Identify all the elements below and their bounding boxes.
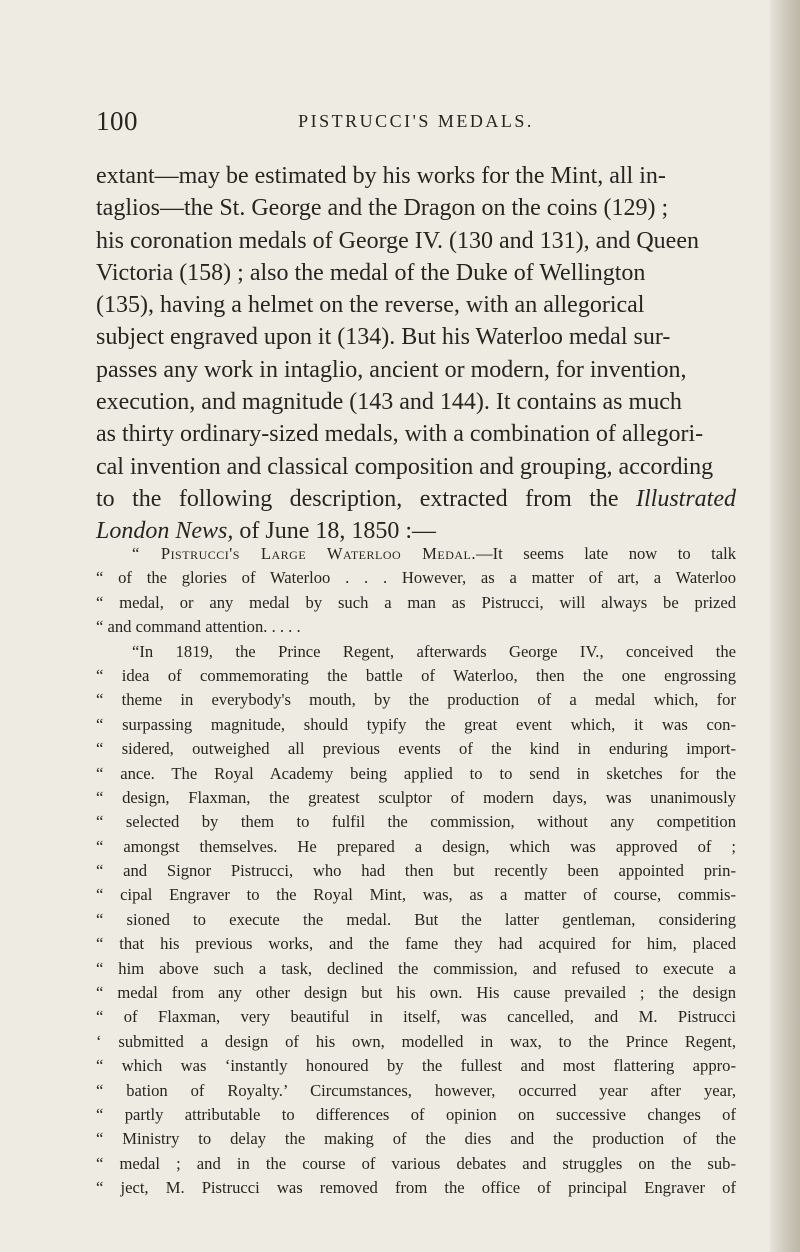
body-line: (135), having a helmet on the reverse, with an allegorical xyxy=(96,292,645,319)
quote-line: “ surpassing magnitude, should typify the great event which, it was con- xyxy=(96,714,736,734)
quote-line: “ selected by them to fulfil the commission, without any competition xyxy=(96,812,736,832)
quote-line: “ medal, or any medal by such a man as Pistrucci, will always be prized xyxy=(96,592,736,612)
quoted-extract xyxy=(96,542,736,1201)
body-paragraph xyxy=(96,160,736,548)
quote-line: ‘ submitted a design of his own, modelled in wax, to the Prince Regent, xyxy=(96,1031,736,1051)
quote-line: “ idea of commemorating the battle of Waterloo, then the one engrossing xyxy=(96,665,736,685)
quote-text: —It seems late now to talk xyxy=(476,544,737,563)
quote-line: “ him above such a task, declined the commission, and refused to execute a xyxy=(96,958,736,978)
quote-line: “ and command attention. . . . . xyxy=(96,617,301,637)
page-number: 100 xyxy=(96,106,138,136)
body-line: execution, and magnitude (143 and 144). It contains as much xyxy=(96,389,682,416)
quote-line: “ which was ‘instantly honoured by the fullest and most flattering appro- xyxy=(96,1056,736,1076)
body-line: cal invention and classical composition and grouping, according xyxy=(96,453,714,480)
quote-line: “ ject, M. Pistrucci was removed from the office of principal Engraver of xyxy=(96,1178,736,1198)
quote-line: “ of the glories of Waterloo . . . However, as a matter of art, a Waterloo xyxy=(96,568,736,588)
body-line: Victoria (158) ; also the medal of the Duke of Wellington xyxy=(96,259,646,286)
source-date: of June 18, 1850 :— xyxy=(233,518,437,545)
body-line: subject engraved upon it (134). But his Waterloo medal sur- xyxy=(96,324,671,351)
source-title-part1: Illustrated xyxy=(636,485,736,512)
quote-line: “ sidered, outweighed all previous events of the kind in enduring import- xyxy=(96,739,736,759)
quote-line: “ of Flaxman, very beautiful in itself, was cancelled, and M. Pistrucci xyxy=(96,1007,736,1027)
page-header xyxy=(96,106,736,142)
quote-line: “ Ministry to delay the making of the dies and the production of the xyxy=(96,1129,736,1149)
quote-line: “ amongst themselves. He prepared a design, which was approved of ; xyxy=(96,836,736,856)
body-line: passes any work in intaglio, ancient or modern, for invention, xyxy=(96,356,687,383)
running-title: PISTRUCCI'S MEDALS. xyxy=(298,111,534,131)
quote-line: “ medal ; and in the course of various debates and struggles on the sub- xyxy=(96,1153,736,1173)
quote-line: “ that his previous works, and the fame they had acquired for him, placed xyxy=(96,934,736,954)
quote-line: “ bation of Royalty.’ Circumstances, however, occurred year after year, xyxy=(96,1080,736,1100)
quote-line xyxy=(96,542,736,566)
body-line xyxy=(96,483,736,515)
quote-line: “ medal from any other design but his own. His cause prevailed ; the design xyxy=(96,983,736,1003)
source-title-part2: London News, xyxy=(96,518,234,545)
page-edge-shadow xyxy=(770,0,800,1252)
body-line: as thirty ordinary-sized medals, with a combination of allegori- xyxy=(96,421,704,448)
quote-line: “ design, Flaxman, the greatest sculptor of modern days, was unanimously xyxy=(96,787,736,807)
body-line: his coronation medals of George IV. (130 and 131), and Queen xyxy=(96,227,699,254)
body-line-text: to the following description, extracted from the xyxy=(96,485,619,512)
quote-line: “ partly attributable to differences of opinion on successive changes of xyxy=(96,1104,736,1124)
quote-line: “ ance. The Royal Academy being applied to to send in sketches for the xyxy=(96,763,736,783)
body-line: taglios—the St. George and the Dragon on the coins (129) ; xyxy=(96,195,669,222)
quote-line: “ and Signor Pistrucci, who had then but recently been appointed prin- xyxy=(96,861,736,881)
body-line: extant—may be estimated by his works for the Mint, all in- xyxy=(96,163,666,189)
quote-line: “ sioned to execute the medal. But the latter gentleman, considering xyxy=(96,909,736,929)
quote-line: “ cipal Engraver to the Royal Mint, was, as a matter of course, commis- xyxy=(96,885,736,905)
quote-line: “In 1819, the Prince Regent, afterwards George IV., conceived the xyxy=(132,641,736,661)
quote-heading: “ Pistrucci's Large Waterloo Medal. xyxy=(132,544,477,563)
quote-line: “ theme in everybody's mouth, by the production of a medal which, for xyxy=(96,690,736,710)
